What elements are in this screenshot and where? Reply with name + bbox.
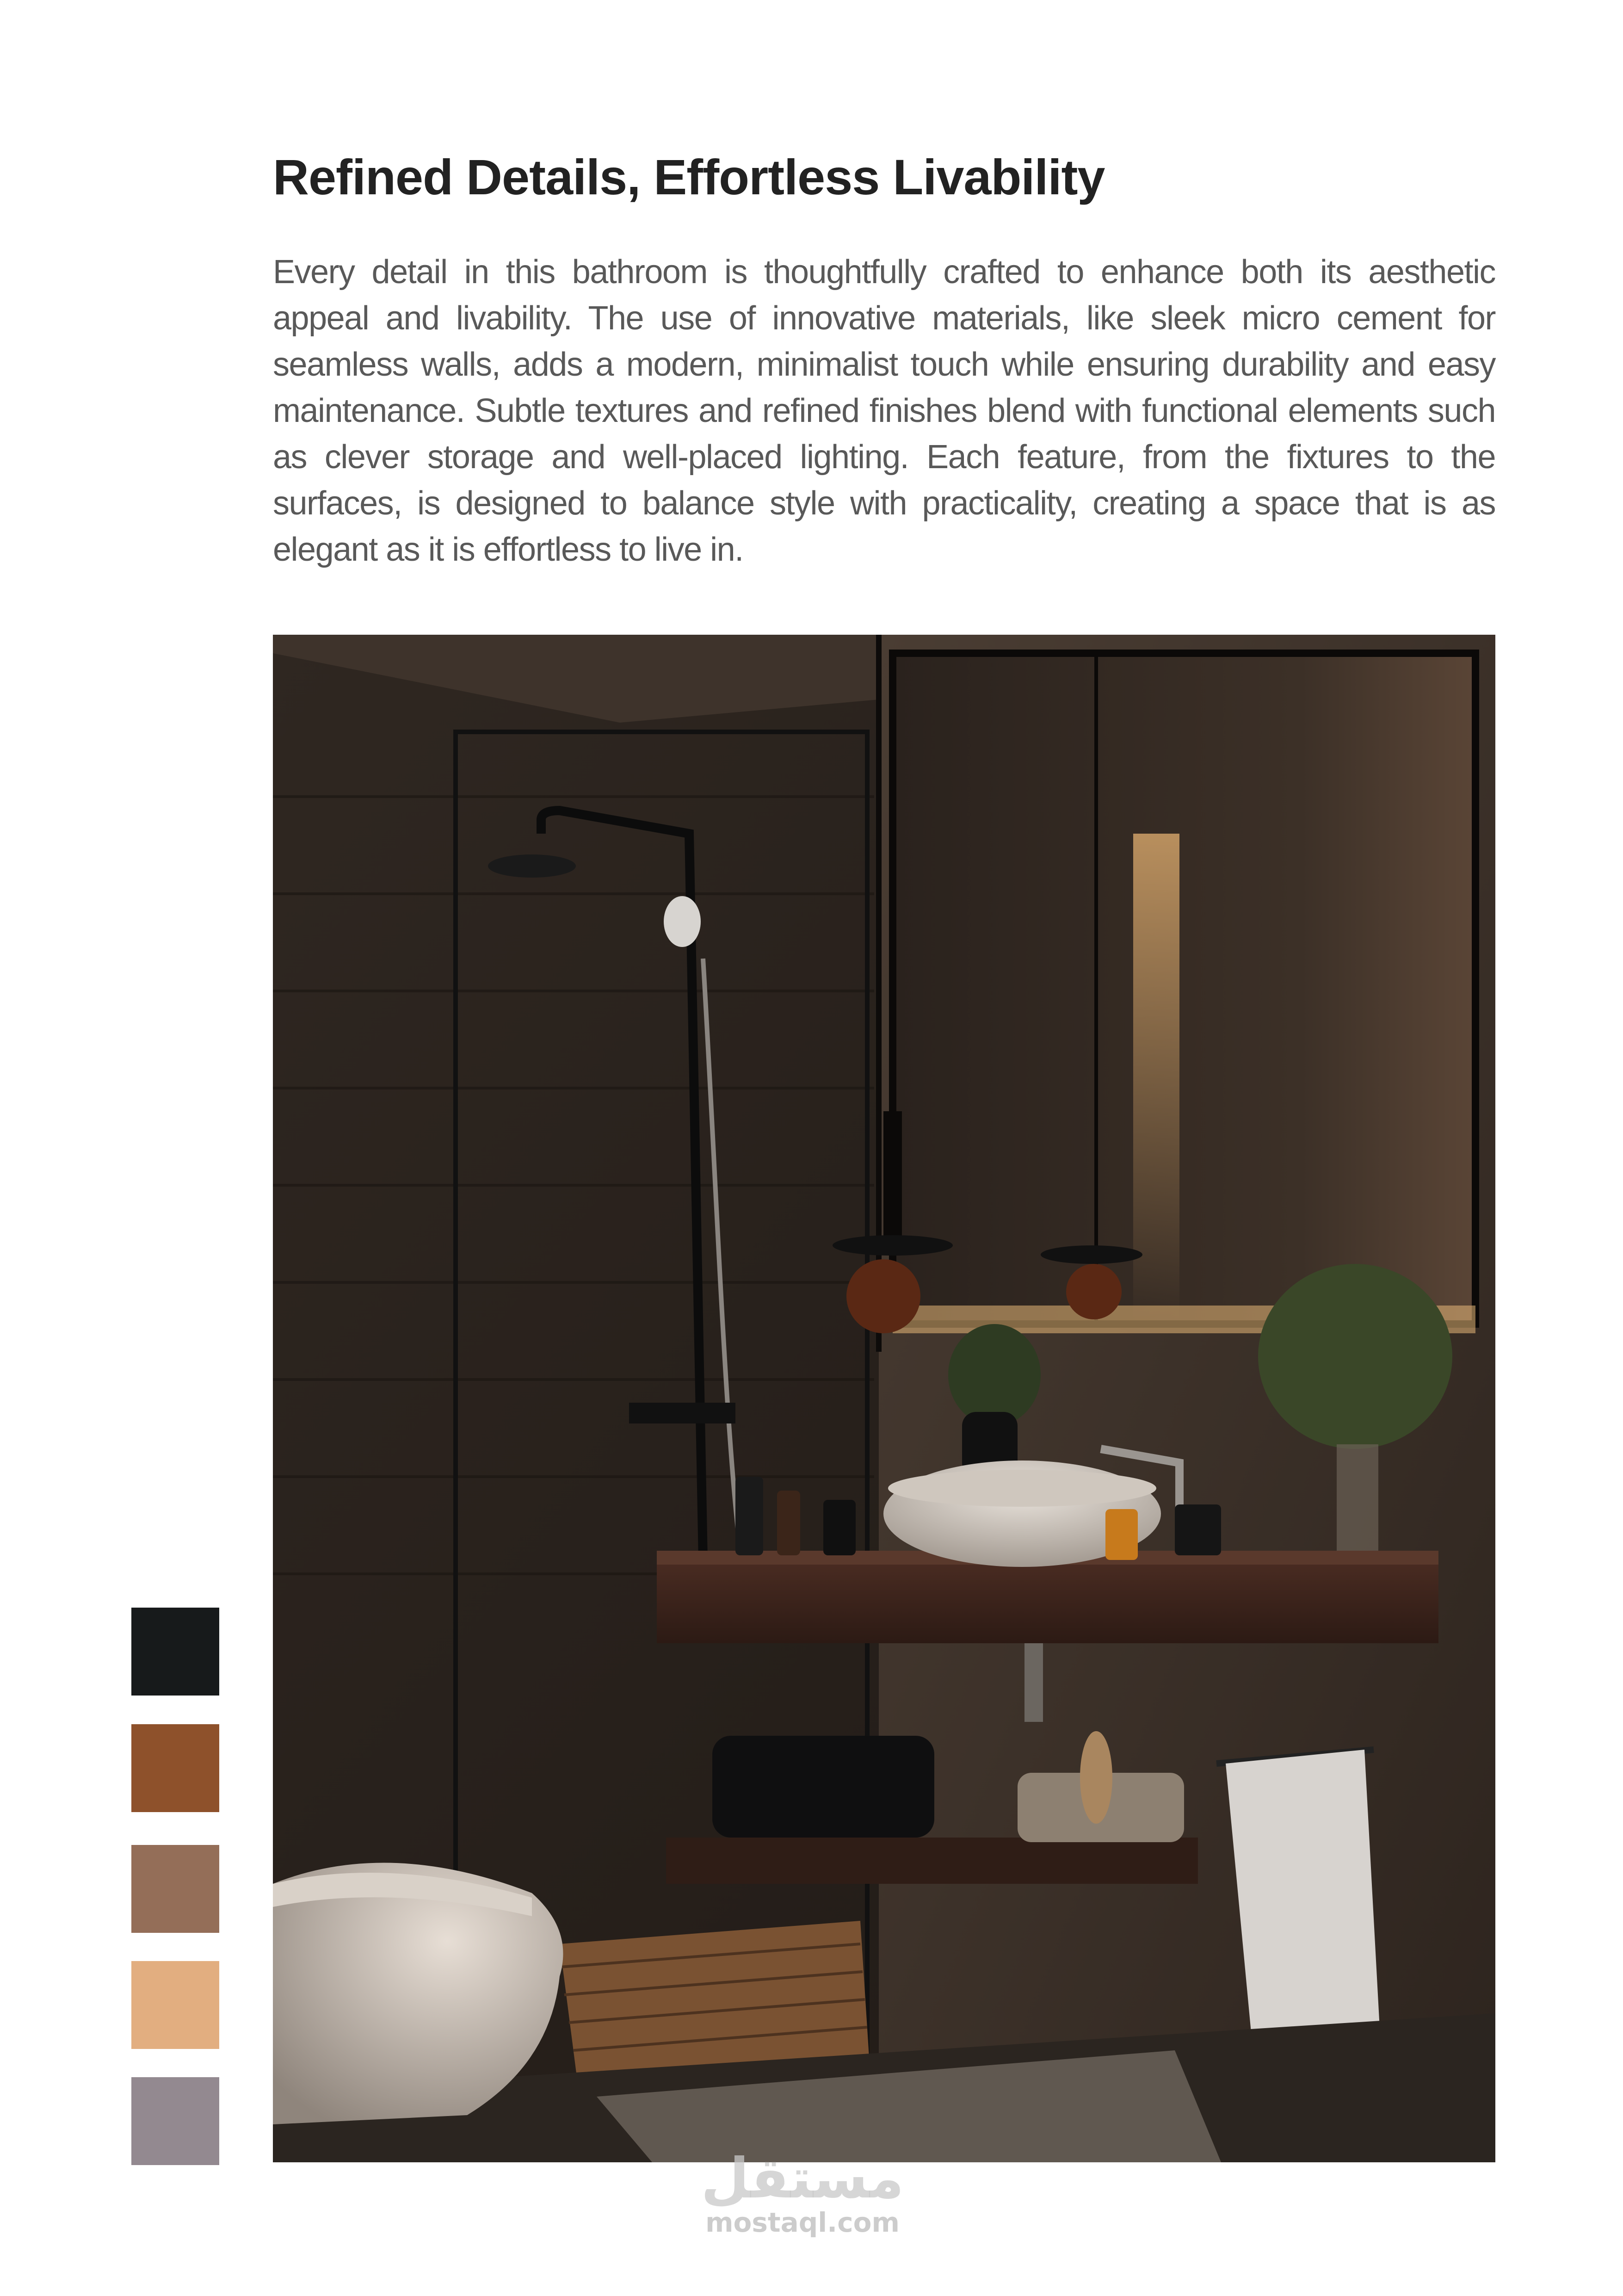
description-paragraph: Every detail in this bathroom is thoughtfully crafted to enhance both its aesthetic appeal and livability. The use of innovative materials, like sleek micro cement for seamless walls, adds a modern, minimalist touch while ensuring durability and easy maintenance. Subtle textures and refined finishes blend with functional elements such as clever storage and well-placed lighting. Each feature, from the fixtures to the surfaces, is designed to balance style with practicality, creating a space that is as elegant as it is effortless to live in. bbox=[273, 254, 1495, 568]
color-swatch-black bbox=[131, 1608, 219, 1696]
color-swatch-mocha bbox=[131, 1845, 219, 1933]
color-swatch-mauve-grey bbox=[131, 2077, 219, 2165]
color-swatch-rust-brown bbox=[131, 1724, 219, 1812]
bathroom-render-image bbox=[273, 635, 1495, 2162]
watermark bbox=[691, 2147, 913, 2239]
page-title: Refined Details, Effortless Livability bbox=[273, 149, 1105, 205]
watermark-url: mostaql.com bbox=[705, 2207, 900, 2238]
bathroom-illustration bbox=[273, 635, 1495, 2162]
watermark-logo: مستقل bbox=[701, 2147, 904, 2211]
color-swatch-peach bbox=[131, 1961, 219, 2049]
